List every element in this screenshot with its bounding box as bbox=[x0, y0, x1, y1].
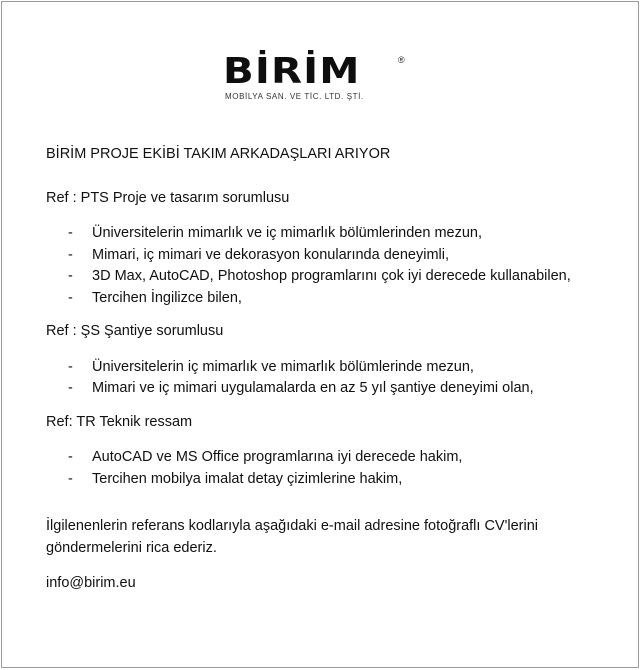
posting-title: BİRİM PROJE EKİBİ TAKIM ARKADAŞLARI ARIYOR bbox=[46, 146, 391, 162]
requirement-text: Üniversitelerin mimarlık ve iç mimarlık bölümlerinden mezun, bbox=[92, 225, 482, 241]
requirement-item bbox=[46, 378, 626, 400]
requirement-item bbox=[46, 266, 626, 288]
position-block bbox=[46, 188, 626, 310]
requirement-item bbox=[46, 447, 626, 469]
requirement-item bbox=[46, 357, 626, 379]
requirement-text: Mimari, iç mimari ve dekorasyon konularında deneyimli, bbox=[92, 246, 449, 263]
position-block bbox=[46, 321, 626, 400]
closing-line: göndermelerini rica ederiz. bbox=[46, 539, 217, 556]
requirement-item bbox=[46, 469, 626, 491]
closing-paragraph bbox=[46, 516, 626, 559]
bullet-dash: - bbox=[68, 449, 73, 465]
posting-body bbox=[46, 144, 626, 595]
bullet-dash: - bbox=[68, 470, 73, 487]
logo-tagline: MOBİLYA SAN. VE TİC. LTD. ŞTİ. bbox=[225, 92, 364, 101]
registered-mark: ® bbox=[398, 55, 405, 65]
requirement-list bbox=[46, 357, 626, 400]
requirement-text: Üniversitelerin iç mimarlık ve mimarlık bölümlerinde mezun, bbox=[92, 358, 474, 375]
requirement-text: Tercihen İngilizce bilen, bbox=[92, 289, 242, 306]
bullet-dash: - bbox=[68, 380, 73, 396]
bullet-dash: - bbox=[68, 289, 73, 306]
requirement-text: 3D Max, AutoCAD, Photoshop programlarını çok iyi derecede kullanabilen, bbox=[92, 268, 571, 284]
contact-email[interactable]: info@birim.eu bbox=[46, 575, 136, 591]
position-block bbox=[46, 412, 626, 491]
requirement-item bbox=[46, 288, 626, 310]
bullet-dash: - bbox=[68, 358, 73, 375]
requirement-item bbox=[46, 223, 626, 245]
position-ref: Ref : ŞS Şantiye sorumlusu bbox=[46, 323, 224, 339]
requirement-list bbox=[46, 223, 626, 309]
requirement-text: Mimari ve iç mimari uygulamalarda en az 5 yıl şantiye deneyimi olan, bbox=[92, 380, 534, 396]
bullet-dash: - bbox=[68, 268, 73, 284]
position-ref: Ref : PTS Proje ve tasarım sorumlusu bbox=[46, 189, 290, 206]
job-posting-document bbox=[1, 1, 639, 668]
closing-line: İlgilenenlerin referans kodlarıyla aşağıdaki e-mail adresine fotoğraflı CV'lerini bbox=[46, 518, 538, 534]
requirement-text: Tercihen mobilya imalat detay çizimlerine hakim, bbox=[92, 470, 403, 487]
bullet-dash: - bbox=[68, 225, 73, 241]
company-logo bbox=[223, 51, 415, 104]
requirement-text: AutoCAD ve MS Office programlarına iyi derecede hakim, bbox=[92, 449, 463, 465]
position-ref: Ref: TR Teknik ressam bbox=[46, 413, 193, 430]
requirement-item bbox=[46, 245, 626, 267]
requirement-list bbox=[46, 447, 626, 490]
logo-wordmark: BİRİM bbox=[223, 51, 361, 92]
bullet-dash: - bbox=[68, 246, 73, 263]
